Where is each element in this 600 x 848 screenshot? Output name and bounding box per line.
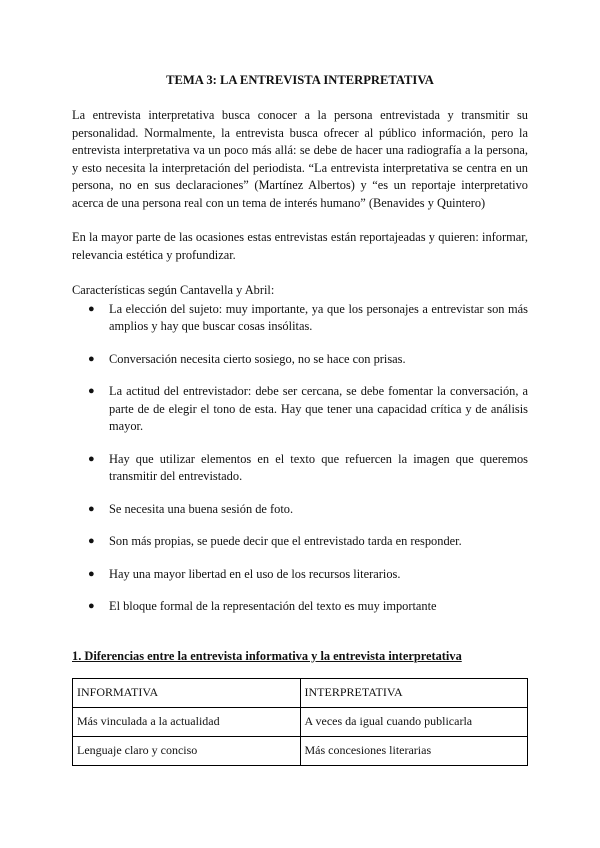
document-title: TEMA 3: LA ENTREVISTA INTERPRETATIVA <box>166 73 434 87</box>
bullet-icon: ● <box>88 452 95 465</box>
bullet-icon: ● <box>88 502 95 515</box>
section-title: 1. Diferencias entre la entrevista informativa y la entrevista interpretativa <box>72 648 462 663</box>
table-header-row <box>73 678 528 707</box>
list-item-text: La actitud del entrevistador: debe ser cercana, se debe fomentar la conversación, a parte de de elegir el tono de esta. Hay que tener una capacidad crítica y de análisis mayor. <box>109 384 528 433</box>
list-item <box>72 383 528 436</box>
bullet-icon: ● <box>88 302 95 315</box>
list-item-text: Se necesita una buena sesión de foto. <box>109 501 294 516</box>
list-item-text: Hay que utilizar elementos en el texto que refuercen la imagen que queremos transmitir del entrevistado. <box>109 451 528 483</box>
comparison-table <box>72 678 528 766</box>
bullet-icon: ● <box>88 600 95 612</box>
list-item-text: La elección del sujeto: muy importante, ya que los personajes a entrevistar son más amplios y hay que buscar cosas insólitas. <box>109 301 528 333</box>
table-cell: A veces da igual cuando publicarla <box>300 707 528 736</box>
list-item <box>72 451 528 486</box>
table-row <box>73 707 528 736</box>
list-item <box>72 533 528 551</box>
list-item <box>72 301 528 336</box>
list-item <box>72 566 528 584</box>
list-item-text: Hay una mayor libertad en el uso de los recursos literarios. <box>109 566 401 581</box>
bullet-icon: ● <box>88 567 95 580</box>
table-header-cell-interpretativa: INTERPRETATIVA <box>300 678 528 707</box>
list-item-text: Conversación necesita cierto sosiego, no se hace con prisas. <box>109 351 406 366</box>
table-header-cell-informativa: INFORMATIVA <box>73 678 301 707</box>
list-item <box>72 351 528 369</box>
features-list <box>72 301 528 616</box>
bullet-icon: ● <box>88 535 95 547</box>
table-cell: Más vinculada a la actualidad <box>73 707 301 736</box>
list-item <box>72 598 528 616</box>
list-item <box>72 501 528 519</box>
bullet-icon: ● <box>88 352 95 365</box>
list-item-text: El bloque formal de la representación del texto es muy importante <box>109 599 437 613</box>
list-item-text: Son más propias, se puede decir que el entrevistado tarda en responder. <box>109 534 462 548</box>
table-row <box>73 736 528 765</box>
bullet-icon: ● <box>88 385 95 397</box>
list-heading: Características según Cantavella y Abril: <box>72 283 275 297</box>
table-cell: Lenguaje claro y conciso <box>73 736 301 765</box>
intro-paragraph: La entrevista interpretativa busca conocer a la persona entrevistada y transmitir su personalidad. Normalmente, la entrevista busca ofrecer al público información, pero la entrevista interpretativa va un poco más allá: se debe de hacer una radiografía a la persona, y esto necesita la interpretación del periodista. “La entrevista interpretativa se centra en un persona, no en sus declaraciones” (Martínez Albertos) y “es un reportaje interpretativo acerca de una persona real con un tema de interés humano” (Benavides y Quintero) <box>72 108 528 210</box>
table-cell: Más concesiones literarias <box>300 736 528 765</box>
document-page <box>72 72 528 766</box>
second-paragraph: En la mayor parte de las ocasiones estas entrevistas están reportajeadas y quieren: informar, relevancia estética y profundizar. <box>72 230 528 262</box>
